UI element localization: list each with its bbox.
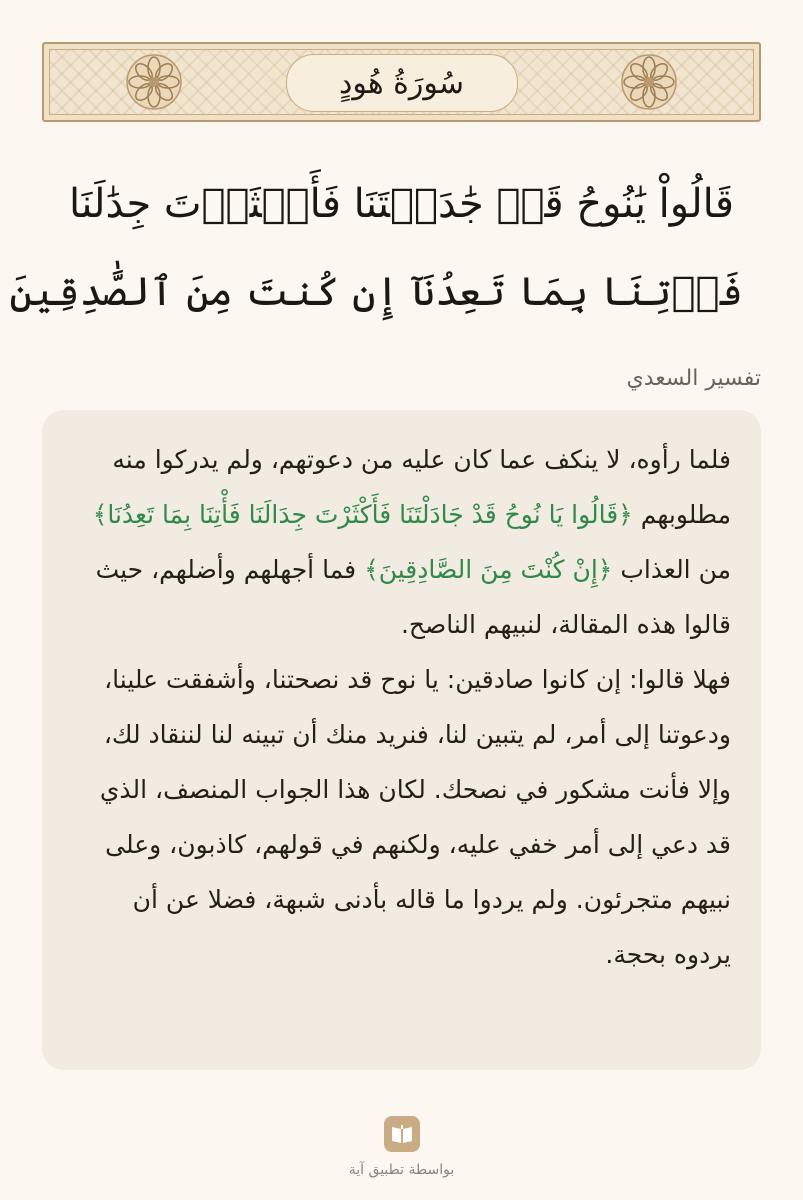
tafsir-label: تفسير السعدي <box>626 366 761 391</box>
ayah-line-2-text: فَأۡتِنَا بِمَا تَعِدُنَآ إِن كُنتَ مِنَ ٱلصَّٰدِقِينَ <box>9 269 743 315</box>
surah-title-cartouche <box>286 54 518 112</box>
surah-title: سُورَةُ هُودٍ <box>338 65 465 101</box>
ayah-line-1: قَالُواْ يَٰنُوحُ قَدۡ جَٰدَلۡتَنَا فَأَكۡثَرۡتَ جِدَٰلَنَا <box>69 181 734 227</box>
left-rosette-icon <box>124 52 184 112</box>
tafsir-text-segment: فما أجهلهم وأضلهم، حيث قالوا هذه المقالة، لنبيهم الناصح. <box>95 555 731 639</box>
quran-quote: ﴿قَالُوا يَا نُوحُ قَدْ جَادَلْتَنَا فَأَكْثَرْتَ جِدَالَنَا فَأْتِنَا بِمَا تَعِدُنَا﴾ <box>92 500 633 529</box>
footer <box>0 1116 803 1178</box>
open-book-icon[interactable] <box>384 1116 420 1152</box>
right-rosette-icon <box>619 52 679 112</box>
tafsir-paragraph-1 <box>72 432 731 652</box>
surah-header-frame <box>42 42 761 122</box>
tafsir-card <box>42 410 761 1070</box>
footer-credit: بواسطة تطبيق آية <box>348 1162 455 1178</box>
tafsir-text-segment: فلما رأوه، لا ينكف عما كان عليه من دعوتهم، ولم يدركوا منه مطلوبهم <box>112 445 731 529</box>
tafsir-paragraph-2: فهلا قالوا: إن كانوا صادقين: يا نوح قد نصحتنا، وأشفقت علينا، ودعوتنا إلى أمر، لم يتبين لنا، فنريد منك أن تبينه لنا لننقاد لك، وإلا فأنت مشكور في نصحك. لكان هذا الجواب المنصف، الذي قد دعي إلى أمر خفي عليه، ولكنهم في قولهم، كاذبون، وعلى نبيهم متجرئون. ولم يردوا ما قاله بأدنى شبهة، فضلا عن أن يردوه بحجة. <box>99 665 731 969</box>
ayah-line-2 <box>9 248 743 336</box>
tafsir-text-segment: من العذاب <box>612 555 731 584</box>
quran-quote: ﴿إِنْ كُنْتَ مِنَ الصَّادِقِينَ﴾ <box>364 555 613 584</box>
ayah-text <box>9 160 743 336</box>
